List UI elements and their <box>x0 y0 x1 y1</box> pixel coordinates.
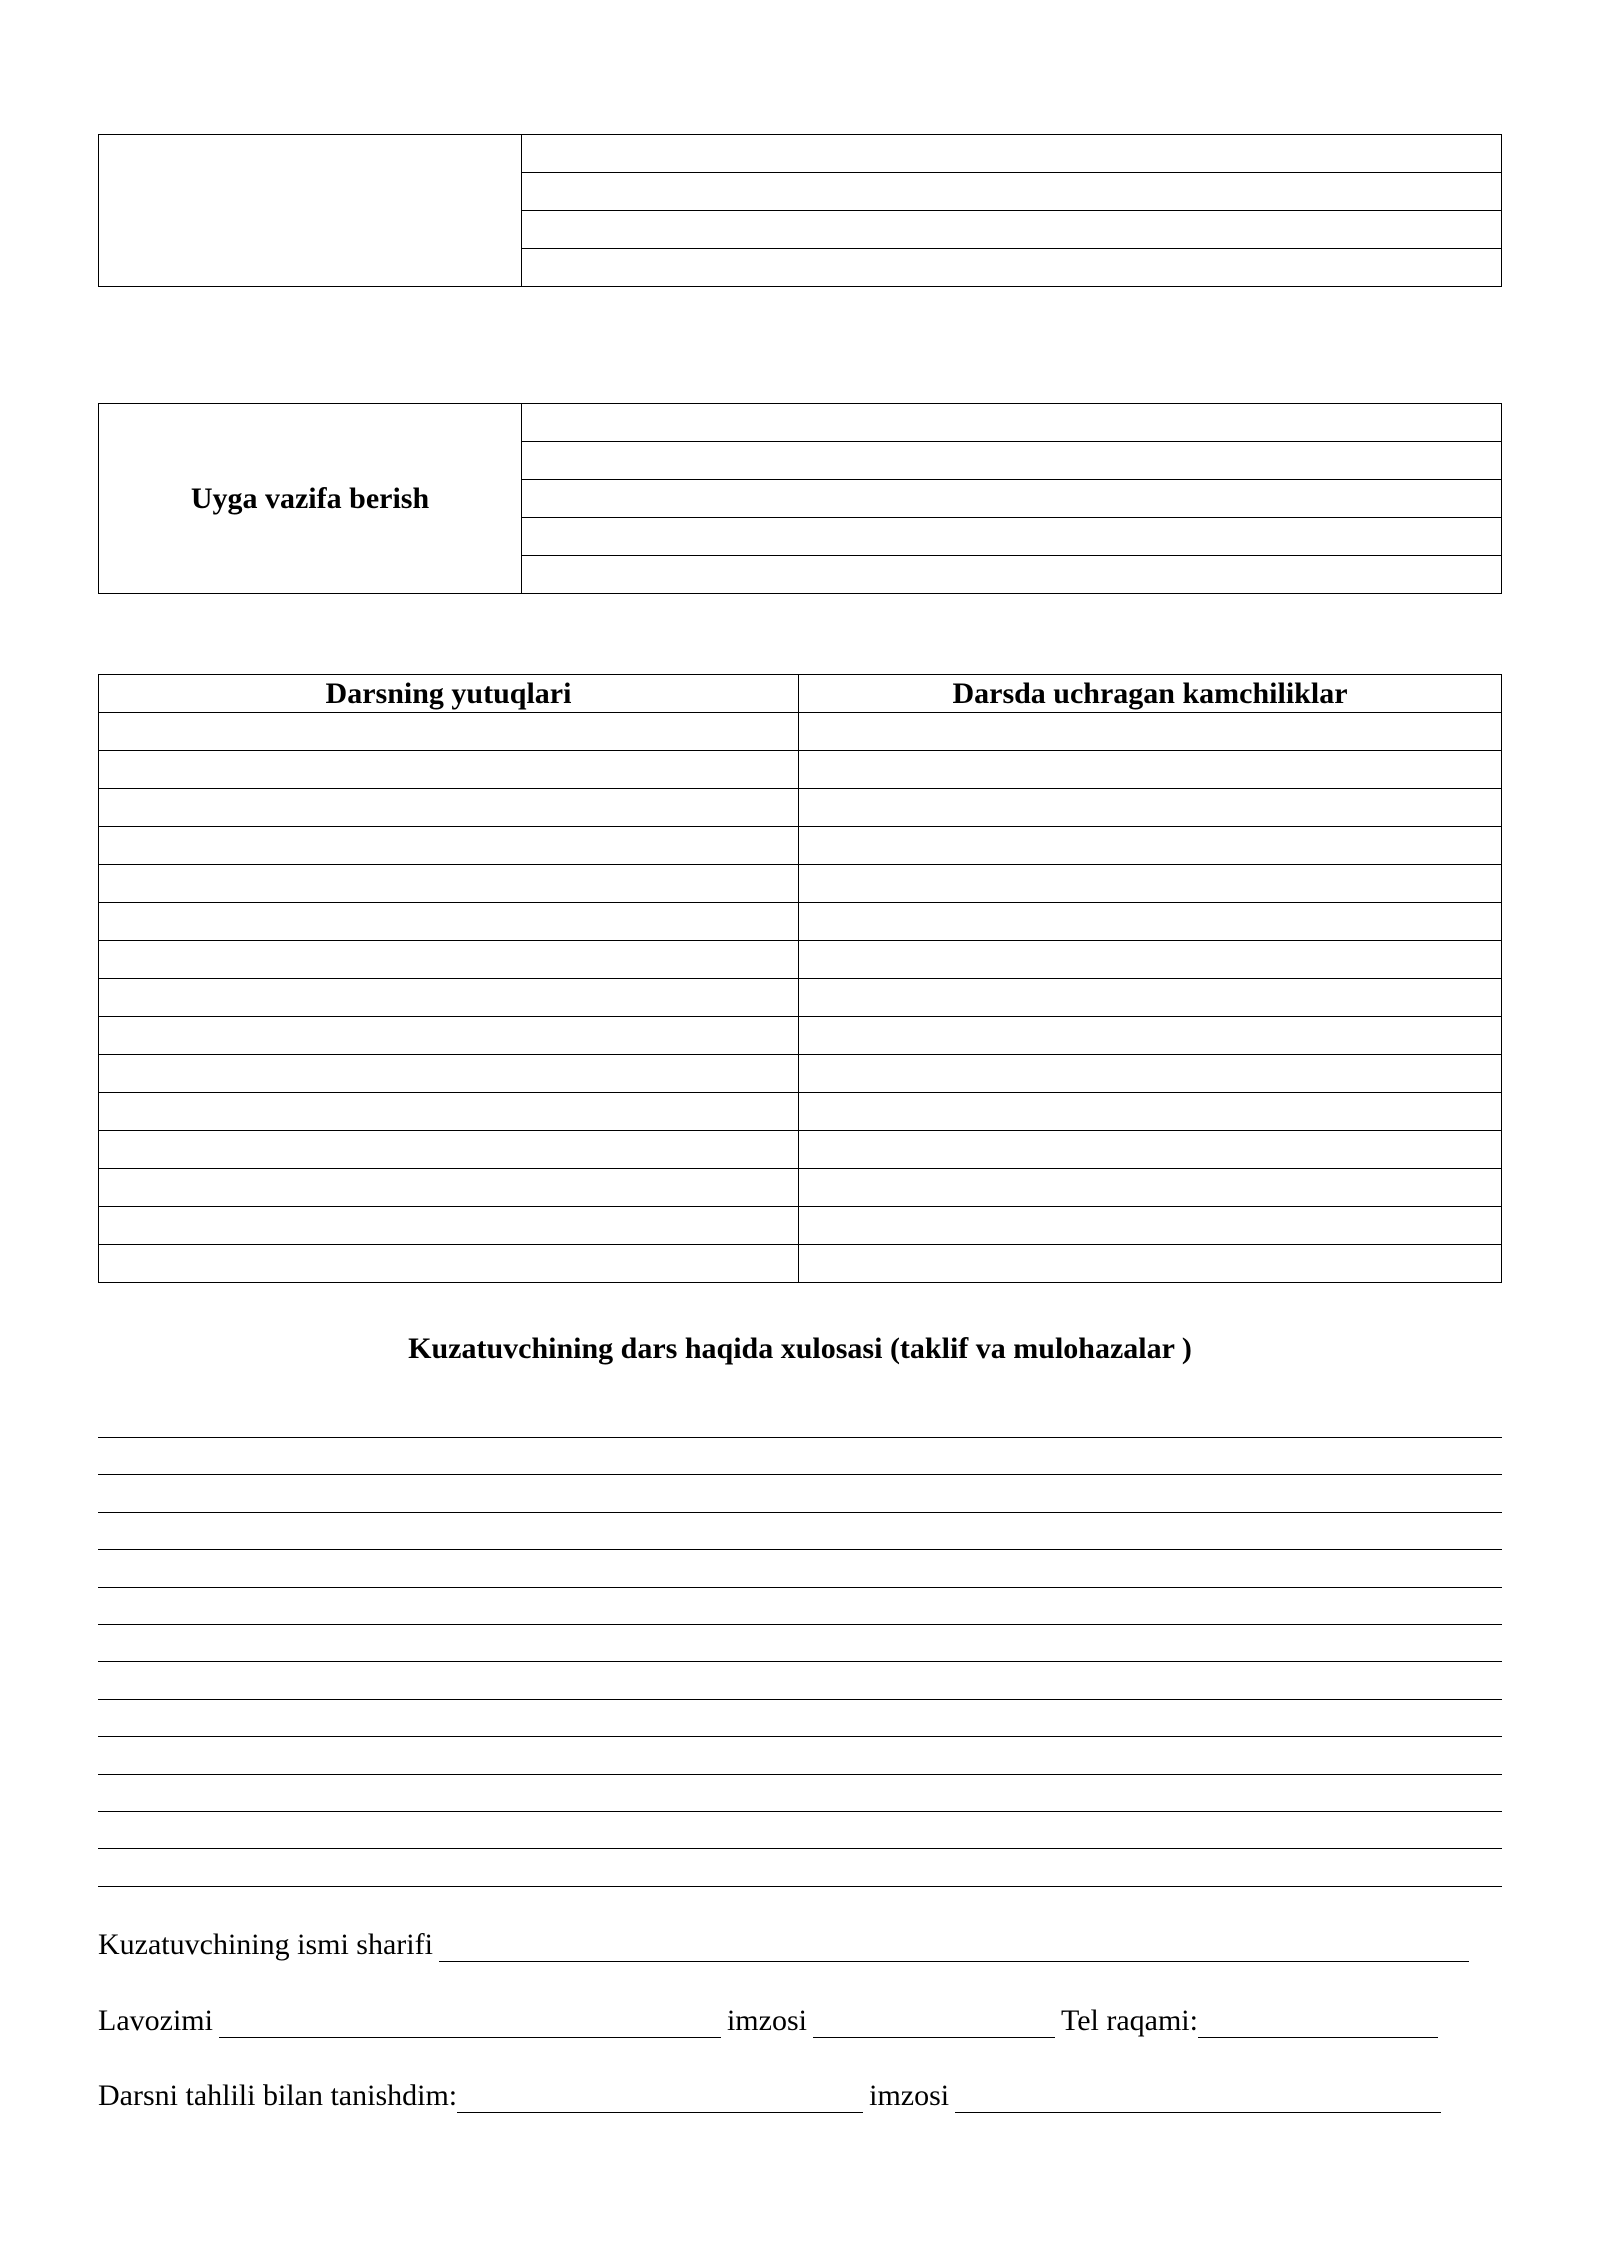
homework-table <box>98 403 1502 594</box>
achievement-cell[interactable] <box>99 713 799 751</box>
conclusion-line[interactable] <box>98 1549 1502 1550</box>
achievement-cell[interactable] <box>99 1017 799 1055</box>
top-blank-line[interactable] <box>522 135 1502 173</box>
top-blank-line[interactable] <box>522 211 1502 249</box>
homework-line[interactable] <box>522 480 1502 518</box>
homework-line[interactable] <box>522 442 1502 480</box>
table-row <box>99 1169 1502 1207</box>
achievement-cell[interactable] <box>99 1093 799 1131</box>
conclusion-line[interactable] <box>98 1474 1502 1475</box>
conclusion-line[interactable] <box>98 1736 1502 1737</box>
conclusion-line[interactable] <box>98 1587 1502 1588</box>
table-row <box>99 865 1502 903</box>
evaluation-table <box>98 674 1502 1283</box>
achievement-cell[interactable] <box>99 1055 799 1093</box>
achievement-cell[interactable] <box>99 789 799 827</box>
shortcoming-cell[interactable] <box>799 1169 1502 1207</box>
table-row <box>99 979 1502 1017</box>
shortcoming-cell[interactable] <box>799 903 1502 941</box>
observer-name-row <box>98 1928 1475 1962</box>
homework-line[interactable] <box>522 518 1502 556</box>
top-blank-label-cell[interactable] <box>99 135 522 287</box>
conclusion-line[interactable] <box>98 1624 1502 1625</box>
achievement-cell[interactable] <box>99 827 799 865</box>
conclusion-title: Kuzatuvchining dars haqida xulosasi (taklif va mulohazalar ) <box>408 1332 1192 1365</box>
position-row <box>98 2004 1444 2038</box>
phone-field[interactable] <box>1198 2009 1438 2038</box>
shortcoming-cell[interactable] <box>799 979 1502 1017</box>
signature-field-2[interactable] <box>955 2084 1441 2113</box>
signature-label: imzosi <box>726 2004 807 2037</box>
table-row <box>99 789 1502 827</box>
table-row <box>99 713 1502 751</box>
achievement-cell[interactable] <box>99 979 799 1017</box>
observer-name-label: Kuzatuvchining ismi sharifi <box>98 1928 433 1961</box>
shortcoming-cell[interactable] <box>799 865 1502 903</box>
shortcomings-header: Darsda uchragan kamchiliklar <box>799 675 1502 713</box>
position-label: Lavozimi <box>98 2004 213 2037</box>
table-row <box>99 1017 1502 1055</box>
conclusion-line[interactable] <box>98 1886 1502 1887</box>
evaluation-rows <box>99 713 1502 1283</box>
conclusion-line[interactable] <box>98 1848 1502 1849</box>
conclusion-line[interactable] <box>98 1512 1502 1513</box>
achievement-cell[interactable] <box>99 941 799 979</box>
achievement-cell[interactable] <box>99 1245 799 1283</box>
signature-field[interactable] <box>813 2009 1055 2038</box>
signature-label-2: imzosi <box>869 2079 950 2112</box>
table-row <box>99 903 1502 941</box>
homework-line[interactable] <box>522 556 1502 594</box>
achievement-cell[interactable] <box>99 903 799 941</box>
table-row <box>99 1207 1502 1245</box>
table-row <box>99 1245 1502 1283</box>
top-blank-line[interactable] <box>522 249 1502 287</box>
shortcoming-cell[interactable] <box>799 713 1502 751</box>
conclusion-line[interactable] <box>98 1437 1502 1438</box>
achievement-cell[interactable] <box>99 1131 799 1169</box>
achievement-cell[interactable] <box>99 1169 799 1207</box>
shortcoming-cell[interactable] <box>799 827 1502 865</box>
shortcoming-cell[interactable] <box>799 1055 1502 1093</box>
shortcoming-cell[interactable] <box>799 1093 1502 1131</box>
conclusion-line[interactable] <box>98 1774 1502 1775</box>
achievement-cell[interactable] <box>99 1207 799 1245</box>
top-blank-line[interactable] <box>522 173 1502 211</box>
acknowledged-field[interactable] <box>457 2084 863 2113</box>
achievements-header: Darsning yutuqlari <box>99 675 799 713</box>
table-row <box>99 751 1502 789</box>
observer-name-field[interactable] <box>439 1933 1469 1962</box>
table-row <box>99 1093 1502 1131</box>
position-field[interactable] <box>219 2009 721 2038</box>
conclusion-line[interactable] <box>98 1699 1502 1700</box>
table-row <box>99 827 1502 865</box>
table-row <box>99 941 1502 979</box>
achievement-cell[interactable] <box>99 865 799 903</box>
shortcoming-cell[interactable] <box>799 751 1502 789</box>
phone-label: Tel raqami: <box>1060 2004 1198 2037</box>
shortcoming-cell[interactable] <box>799 941 1502 979</box>
conclusion-line[interactable] <box>98 1811 1502 1812</box>
homework-label: Uyga vazifa berish <box>99 404 522 594</box>
conclusion-line[interactable] <box>98 1661 1502 1662</box>
achievement-cell[interactable] <box>99 751 799 789</box>
shortcoming-cell[interactable] <box>799 1245 1502 1283</box>
table-row <box>99 1131 1502 1169</box>
shortcoming-cell[interactable] <box>799 789 1502 827</box>
acknowledged-row <box>98 2079 1447 2113</box>
acknowledged-label: Darsni tahlili bilan tanishdim: <box>98 2079 458 2112</box>
shortcoming-cell[interactable] <box>799 1017 1502 1055</box>
homework-line[interactable] <box>522 404 1502 442</box>
shortcoming-cell[interactable] <box>799 1131 1502 1169</box>
shortcoming-cell[interactable] <box>799 1207 1502 1245</box>
top-blank-table <box>98 134 1502 287</box>
table-row <box>99 1055 1502 1093</box>
